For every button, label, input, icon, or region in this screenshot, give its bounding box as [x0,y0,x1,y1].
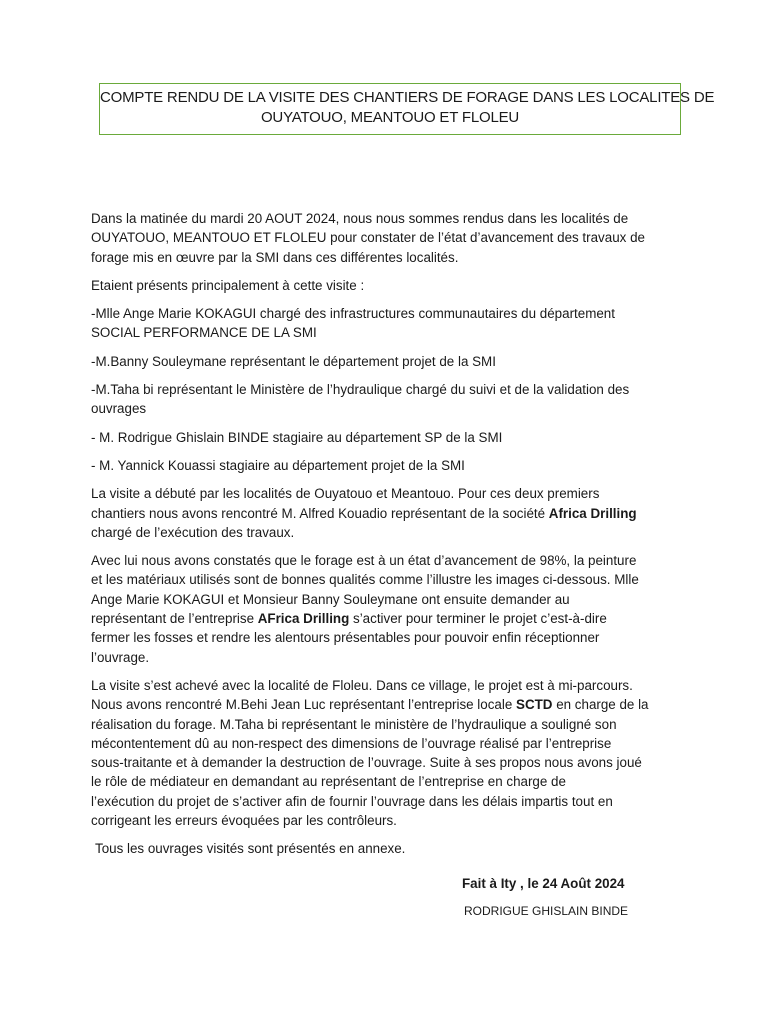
company-name-africa-drilling: AFrica Drilling [257,611,350,627]
progress-line-text: s’activer pour terminer le projet c’est-à-dire [349,611,607,627]
progress-line: l’ouvrage. [91,649,150,665]
attendee-line: SOCIAL PERFORMANCE DE LA SMI [91,325,317,341]
floleu-line: mécontentement dû au non-respect des dimensions de l’ouvrage réalisé par l’entreprise [91,735,612,751]
intro-line: Dans la matinée du mardi 20 AOUT 2024, nous nous sommes rendus dans les localités de [91,211,629,226]
attendee-line: ouvrages [91,401,147,417]
visit-line: chargé de l’exécution des travaux. [91,524,295,540]
visit-paragraph [91,484,691,542]
floleu-line: l’exécution du projet de s’activer afin de fournir l’ouvrage dans les délais impartis tout en [91,793,613,809]
report-body [91,209,691,868]
visit-line-text: chantiers nous avons rencontré M. Alfred Kouadio représentant de la société [91,505,549,521]
attendee-taha [91,380,691,419]
present-heading-text: Etaient présents principalement à cette visite : [91,277,365,293]
progress-line [91,609,691,628]
floleu-line: La visite s’est achevé avec la localité de Floleu. Dans ce village, le projet est à mi-parcours. [91,677,633,693]
progress-line: fermer les fosses et rendre les alentours présentables pour pouvoir enfin réceptionner [91,630,600,646]
floleu-line: corrigeant les erreurs évoquées par les contrôleurs. [91,813,397,829]
company-name-africa-drilling: Africa Drilling [548,505,637,521]
annex-note-text: Tous les ouvrages visités sont présentés en annexe. [95,841,406,857]
intro-line: OUYATOUO, MEANTOUO ET FLOLEU pour constater de l’état d’avancement des travaux de [91,230,645,246]
progress-line-text: représentant de l’entreprise [91,611,258,627]
floleu-line-text: en charge de la [552,697,649,713]
attendee-line: -M.Taha bi représentant le Ministère de l’hydraulique chargé du suivi et de la validation des [91,382,630,398]
intro-paragraph [91,209,691,267]
attendee-line: - M. Rodrigue Ghislain BINDE stagiaire au département SP de la SMI [91,429,503,445]
report-title-line-2: OUYATOUO, MEANTOUO ET FLOLEU [260,109,520,126]
attendee-line: - M. Yannick Kouassi stagiaire au département projet de la SMI [91,457,465,473]
progress-line: Ange Marie KOKAGUI et Monsieur Banny Souleymane ont ensuite demander au [91,591,570,607]
attendee-binde [91,428,691,447]
attendee-kouassi [91,456,691,475]
attendee-line: -Mlle Ange Marie KOKAGUI chargé des infrastructures communautaires du département [91,306,615,322]
progress-paragraph [91,551,691,667]
floleu-line: le rôle de médiateur en demandant au représentant de l’entreprise en charge de [91,774,566,790]
visit-line [91,504,691,523]
progress-line: Avec lui nous avons constatés que le forage est à un état d’avancement de 98%, la peinture [91,553,637,569]
visit-line: La visite a débuté par les localités de Ouyatouo et Meantouo. Pour ces deux premiers [91,486,600,502]
signature-name: RODRIGUE GHISLAIN BINDE [464,904,629,918]
progress-line: et les matériaux utilisés sont de bonnes qualités comme l’illustre les images ci-dessous. Mlle [91,572,639,588]
floleu-line [91,695,691,714]
floleu-paragraph [91,676,691,830]
present-heading [91,276,691,295]
intro-line: forage mis en œuvre par la SMI dans ces différentes localités. [91,249,459,265]
floleu-line: sous-traitante et à demander la destruction de l’ouvrage. Suite à ses propos nous avons joué [91,755,642,771]
attendee-kokagui [91,304,691,343]
attendee-souleymane [91,352,691,371]
annex-note [91,839,691,858]
attendee-line: -M.Banny Souleymane représentant le département projet de la SMI [91,353,496,369]
floleu-line: réalisation du forage. M.Taha bi représentant le ministère de l’hydraulique a souligné son [91,716,617,732]
report-title-box [99,83,715,135]
floleu-line-text: Nous avons rencontré M.Behi Jean Luc représentant l’entreprise locale [91,697,517,713]
signature-date-place: Fait à Ity , le 24 Août 2024 [462,876,625,891]
report-title-line-1: COMPTE RENDU DE LA VISITE DES CHANTIERS DE FORAGE DANS LES LOCALITES DE [100,89,715,106]
company-name-sctd: SCTD [516,697,553,713]
